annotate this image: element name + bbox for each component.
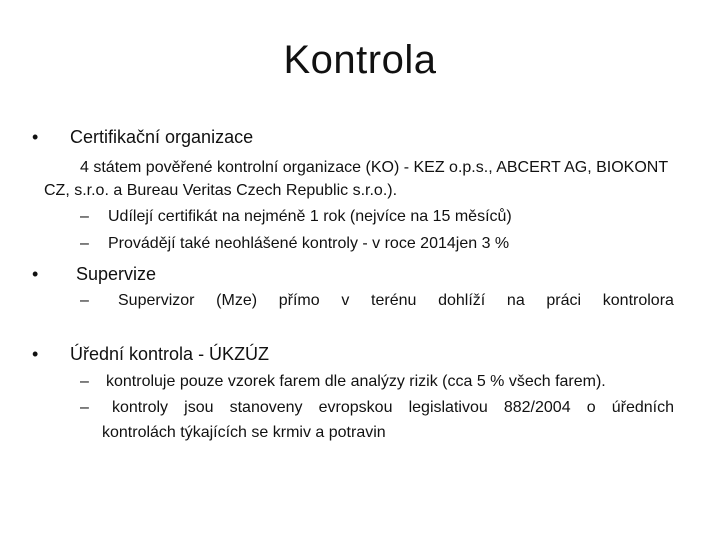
word: v xyxy=(341,292,350,309)
word: kontrolora xyxy=(602,292,674,309)
word: na xyxy=(506,292,525,309)
section1-text-line1: 4 státem pověřené kontrolní organizace (KO) - KEZ o.p.s., ABCERT AG, BIOKONT xyxy=(80,159,669,176)
word: legislativou xyxy=(408,399,488,416)
word: (Mze) xyxy=(216,292,258,309)
word: přímo xyxy=(278,292,320,309)
section-heading-certifikacni: Certifikační organizace xyxy=(70,127,254,147)
section-heading-supervize: Supervize xyxy=(76,264,157,284)
word: úředních xyxy=(611,399,674,416)
section1-sub1: Udílejí certifikát na nejméně 1 rok (nejvíce na 15 měsíců) xyxy=(108,208,512,225)
word: o xyxy=(586,399,596,416)
bullet-icon: • xyxy=(32,344,39,364)
bullet-icon: • xyxy=(32,264,39,284)
word: 882/2004 xyxy=(503,399,571,416)
section3-sub1: kontroluje pouze vzorek farem dle analýzy rizik (cca 5 % všech farem). xyxy=(106,373,606,390)
word: kontroly xyxy=(112,399,169,416)
word: Supervizor xyxy=(118,292,195,309)
dash-icon: – xyxy=(80,208,89,225)
word: jsou xyxy=(184,399,214,416)
dash-icon: – xyxy=(80,292,89,309)
bullet-icon: • xyxy=(32,127,39,147)
word: práci xyxy=(546,292,582,309)
word: stanoveny xyxy=(229,399,303,416)
dash-icon: – xyxy=(80,373,89,390)
section3-sub2-line1 xyxy=(112,399,674,417)
slide-title: Kontrola xyxy=(283,38,437,82)
word: dohlíží xyxy=(438,292,486,309)
word: evropskou xyxy=(318,399,393,416)
word: terénu xyxy=(371,292,417,309)
section2-sub1 xyxy=(118,292,674,310)
section-heading-uredni-kontrola: Úřední kontrola - ÚKZÚZ xyxy=(70,344,270,364)
section3-sub2-line2: kontrolách týkajících se krmiv a potravin xyxy=(102,424,386,441)
section1-text-line2: CZ, s.r.o. a Bureau Veritas Czech Republic s.r.o.). xyxy=(44,182,398,199)
dash-icon: – xyxy=(80,235,89,252)
section1-sub2: Provádějí také neohlášené kontroly - v roce 2014jen 3 % xyxy=(108,235,510,252)
dash-icon: – xyxy=(80,399,89,416)
